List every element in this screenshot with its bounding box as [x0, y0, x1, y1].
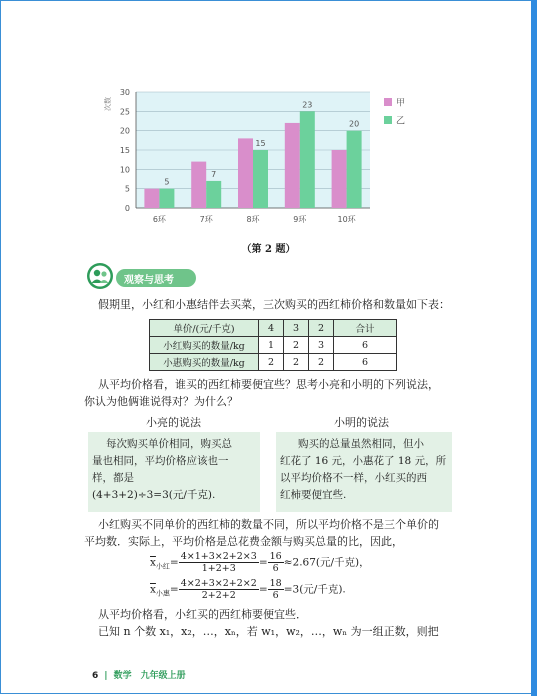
y-tick-label: 5: [124, 184, 130, 194]
explain-line-2: 平均数．实际上，平均价格是总花费金额与购买总量的比，因此，: [84, 535, 403, 548]
legend-label: 乙: [396, 116, 406, 127]
bar: [191, 162, 206, 208]
fraction-denominator: 2+2+2: [201, 590, 236, 601]
known-text: 已知 n 个数 x₁，x₂，…，xₙ，若 w₁，w₂，…，wₙ 为一组正数，则把: [98, 625, 439, 638]
box-line: 红柿要便宜些.: [280, 489, 347, 501]
bar: [159, 189, 174, 208]
table-row: [150, 337, 397, 354]
y-axis-label: 次数: [104, 97, 112, 111]
bar-chart-svg: [98, 82, 428, 232]
people-icon: [86, 262, 114, 290]
table-cell: 小红购买的数量/kg: [150, 337, 259, 354]
table-cell: 1: [259, 337, 284, 354]
table-cell: 单价/(元/千克): [150, 320, 259, 337]
formula-result: =3(元/千克).: [283, 583, 346, 596]
table-row: [150, 320, 397, 337]
table-cell: 3: [284, 320, 309, 337]
legend-swatch: [384, 116, 392, 124]
xiaoliang-title: 小亮的说法: [146, 416, 201, 429]
bar: [206, 181, 221, 208]
xiaoliang-box: [88, 432, 260, 512]
table-cell: 合计: [334, 320, 397, 337]
bar: [347, 131, 362, 208]
formula-result: ≈2.67(元/千克)，: [283, 556, 370, 569]
table-cell: 6: [334, 337, 397, 354]
explain-line-1: 小红购买不同单价的西红柿的数量不同，所以平均价格不是三个单价的: [98, 518, 439, 531]
table-cell: 小惠购买的数量/kg: [150, 354, 259, 371]
bar: [238, 138, 253, 208]
legend-swatch: [384, 98, 392, 106]
x-tick-label: 9环: [293, 215, 307, 224]
fraction-denominator: 6: [272, 590, 279, 601]
price-table: [149, 319, 397, 371]
table-cell: 2: [284, 337, 309, 354]
table-row: [150, 354, 397, 371]
y-tick-label: 25: [119, 107, 130, 117]
page-footer: [92, 668, 186, 681]
x-tick-label: 7环: [199, 215, 213, 224]
box-line: 量也相同，平均价格应该也一: [92, 455, 229, 467]
x-tick-label: 6环: [152, 215, 166, 224]
fraction-numerator: 16: [269, 551, 282, 562]
question-line-2: 你认为他俩谁说得对？为什么？: [84, 395, 238, 408]
mean-subscript: 小红: [155, 562, 170, 571]
bar: [253, 150, 268, 208]
table-cell: 2: [309, 320, 334, 337]
table-cell: 4: [259, 320, 284, 337]
conclusion-text: 从平均价格看，小红买的西红柿要便宜些．: [98, 608, 307, 621]
data-label: 20: [349, 119, 360, 129]
bar-chart: [98, 82, 428, 232]
mean-subscript: 小惠: [155, 589, 170, 598]
legend-label: 甲: [396, 98, 406, 109]
box-line: 购买的总量虽然相同，但小: [298, 438, 424, 450]
box-line: 红花了 16 元，小惠花了 18 元，所: [280, 455, 447, 467]
intro-text: 假期里，小红和小惠结伴去买菜，三次购买的西红柿价格和数量如下表：: [98, 298, 450, 311]
data-label: 15: [255, 139, 266, 148]
y-tick-label: 0: [124, 204, 130, 213]
data-label: 23: [302, 100, 313, 110]
figure-caption: （第 2 题）: [241, 244, 296, 255]
formula-xiaohui: $\overline{x}_{小惠}=$ $\frac{4\times 2+3\times 2+2\times 2}{2+2+2}$ = $\frac{18}{6}$ =3(元/千克).: [150, 578, 346, 601]
table-cell: 2: [309, 354, 334, 371]
y-tick-label: 15: [119, 146, 130, 155]
box-line: 样，都是: [92, 472, 134, 484]
formula-xiaohong: $\overline{x}_{小红}=$ $\frac{4\times 1+3\times 2+2\times 3}{1+2+3}$ = $\frac{16}{6}$ ≈2.67(元/千克)，: [150, 551, 370, 574]
data-label: 7: [211, 169, 217, 179]
box-line: (4+3+2)÷3=3(元/千克).: [92, 489, 216, 501]
xiaoming-title: 小明的说法: [334, 416, 389, 429]
footer-separator: |: [104, 671, 108, 681]
box-line: 以平均价格不一样，小红买的西: [280, 472, 427, 484]
y-tick-label: 10: [119, 165, 130, 175]
data-label: 5: [164, 177, 170, 187]
fraction-denominator: 6: [272, 563, 279, 574]
fraction-numerator: 4×2+3×2+2×2: [180, 578, 257, 589]
xiaoming-box: [276, 432, 452, 512]
fraction-denominator: 1+2+3: [201, 563, 236, 574]
y-tick-label: 30: [119, 88, 130, 97]
page-edge-bar: [531, 0, 537, 696]
question-line-1: 从平均价格看，谁买的西红柿要便宜些？思考小亮和小明的下列说法，: [98, 378, 439, 391]
table-cell: 2: [259, 354, 284, 371]
banner-label: 观察与思考: [124, 275, 174, 286]
box-line: 每次购买单价相同，购买总: [106, 438, 232, 450]
mean-symbol: $\overline{x}$: [150, 583, 156, 596]
x-tick-label: 8环: [246, 215, 260, 224]
table-cell: 6: [334, 354, 397, 371]
y-tick-label: 20: [119, 126, 130, 136]
observe-think-banner: [86, 262, 196, 290]
fraction-numerator: 4×1+3×2+2×3: [180, 551, 257, 562]
bar: [144, 189, 159, 208]
fraction-numerator: 18: [269, 578, 282, 589]
table-cell: 2: [284, 354, 309, 371]
x-tick-label: 10环: [337, 215, 356, 224]
bar: [285, 123, 300, 208]
page-number: 6: [92, 671, 99, 681]
bar: [300, 111, 315, 208]
mean-symbol: $\overline{x}$: [150, 556, 156, 569]
table-cell: 3: [309, 337, 334, 354]
bar: [332, 150, 347, 208]
book-title: 数学 九年级上册: [113, 671, 186, 681]
